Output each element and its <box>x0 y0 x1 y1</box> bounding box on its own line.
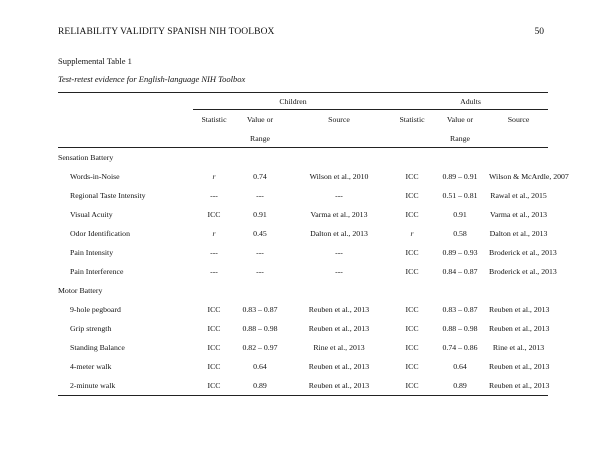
measure-name: Odor Identification <box>70 229 130 238</box>
children-source-cell: Rine et al., 2013 <box>313 343 365 352</box>
adults-value-cell: 0.89 <box>431 376 489 396</box>
children-value-cell: 0.89 <box>235 376 285 396</box>
children-source-cell: --- <box>335 248 343 257</box>
children-statistic-cell: --- <box>210 267 218 276</box>
adults-statistic-cell: ICC <box>405 324 419 333</box>
adults-value-header: Value or <box>446 115 474 124</box>
children-statistic-cell: r <box>212 172 216 181</box>
children-source-cell: Dalton et al., 2013 <box>310 229 368 238</box>
adults-source-cell: Reuben et al., 2013 <box>489 324 550 333</box>
children-source-cell: Reuben et al., 2013 <box>285 376 393 396</box>
adults-source-cell: Broderick et al., 2013 <box>489 248 557 257</box>
children-value-cell: 0.74 <box>253 172 267 181</box>
children-statistic-header: Statistic <box>201 115 227 124</box>
adults-value-cell: 0.88 – 0.98 <box>442 324 478 333</box>
children-value-header: Value or <box>246 115 274 124</box>
adults-statistic-cell: r <box>410 229 414 238</box>
table-body <box>58 93 569 396</box>
adults-statistic-cell: ICC <box>405 210 419 219</box>
adults-value-cell: 0.58 <box>453 229 467 238</box>
table-row <box>58 300 548 319</box>
children-statistic-cell: ICC <box>207 210 221 219</box>
adults-source-header: Source <box>507 115 530 124</box>
adults-value-cell: 0.91 <box>453 210 467 219</box>
adults-value-cell: 0.84 – 0.87 <box>442 267 478 276</box>
test-retest-table <box>58 92 569 396</box>
adults-value-cell: 0.51 – 0.81 <box>442 191 478 200</box>
column-header-row <box>58 110 548 130</box>
measure-name: Pain Intensity <box>70 248 114 257</box>
column-header-row-2 <box>58 129 548 148</box>
table-row <box>58 243 548 262</box>
table-row <box>58 224 548 243</box>
children-value-cell: --- <box>256 267 264 276</box>
page-number: 50 <box>534 27 544 37</box>
adults-statistic-cell: ICC <box>393 376 431 396</box>
table-title: Test-retest evidence for English-language NIH Toolbox <box>58 74 246 84</box>
measure-name: 4-meter walk <box>70 362 112 371</box>
measure-name: Grip strength <box>70 324 112 333</box>
adults-value-cell: 0.89 – 0.93 <box>442 248 478 257</box>
adults-statistic-header: Statistic <box>399 115 425 124</box>
section-row <box>58 148 548 168</box>
adults-statistic-cell: ICC <box>405 362 419 371</box>
children-statistic-cell: --- <box>210 191 218 200</box>
measure-name: 2-minute walk <box>58 376 193 396</box>
adults-statistic-cell: ICC <box>405 172 419 181</box>
children-value-cell: 0.88 – 0.98 <box>242 324 278 333</box>
children-source-cell: --- <box>335 267 343 276</box>
adults-source-cell: Reuben et al., 2013 <box>489 305 550 314</box>
adults-source-cell: Reuben et al., 2013 <box>489 376 548 396</box>
children-source-cell: Reuben et al., 2013 <box>308 362 370 371</box>
children-value-cell: --- <box>256 191 264 200</box>
children-statistic-cell: ICC <box>207 343 221 352</box>
table-row <box>58 205 548 224</box>
measure-name: Visual Acuity <box>70 210 113 219</box>
measure-name: Regional Taste Intensity <box>70 191 146 200</box>
adults-value-cell: 0.83 – 0.87 <box>442 305 478 314</box>
table-row <box>58 319 548 338</box>
section-row <box>58 281 548 300</box>
table-row <box>58 167 548 186</box>
adults-value-cell: 0.89 – 0.91 <box>442 172 478 181</box>
adults-source-cell: Broderick et al., 2013 <box>489 267 557 276</box>
adults-range-header: Range <box>431 129 489 148</box>
children-statistic-cell: --- <box>210 248 218 257</box>
children-statistic-cell: ICC <box>207 362 221 371</box>
children-value-cell: 0.82 – 0.97 <box>242 343 278 352</box>
children-statistic-cell: ICC <box>207 305 221 314</box>
children-value-cell: 0.64 <box>253 362 267 371</box>
children-statistic-cell: ICC <box>193 376 235 396</box>
children-source-cell: Reuben et al., 2013 <box>308 324 370 333</box>
children-value-cell: 0.91 <box>253 210 267 219</box>
adults-statistic-cell: ICC <box>405 305 419 314</box>
table-row <box>58 338 548 357</box>
measure-name: Words-in-Noise <box>70 172 120 181</box>
adults-source-cell: Dalton et al., 2013 <box>489 229 548 238</box>
children-value-cell: --- <box>256 248 264 257</box>
measure-name: Standing Balance <box>70 343 125 352</box>
measure-name: 9-hole pegboard <box>70 305 121 314</box>
adults-source-cell: Rawal et al., 2015 <box>490 191 547 200</box>
section-heading: Motor Battery <box>58 286 103 295</box>
children-statistic-cell: ICC <box>207 324 221 333</box>
children-value-cell: 0.45 <box>253 229 267 238</box>
adults-statistic-cell: ICC <box>405 191 419 200</box>
children-group-header: Children <box>193 93 393 110</box>
children-source-header: Source <box>328 115 350 124</box>
adults-statistic-cell: ICC <box>405 267 419 276</box>
adults-statistic-cell: ICC <box>405 343 419 352</box>
table-row <box>58 186 548 205</box>
running-head: RELIABILITY VALIDITY SPANISH NIH TOOLBOX <box>58 27 275 37</box>
adults-source-cell: Wilson & McArdle, 2007 <box>489 172 569 181</box>
children-range-header: Range <box>235 129 285 148</box>
children-source-cell: Varma et al., 2013 <box>310 210 368 219</box>
table-row <box>58 357 548 376</box>
adults-source-cell: Reuben et al., 2013 <box>489 362 550 371</box>
section-heading: Sensation Battery <box>58 153 114 162</box>
adults-source-cell: Rine et al., 2013 <box>492 343 545 352</box>
adults-statistic-cell: ICC <box>405 248 419 257</box>
adults-value-cell: 0.64 <box>453 362 467 371</box>
adults-value-cell: 0.74 – 0.86 <box>442 343 478 352</box>
children-source-cell: --- <box>335 191 343 200</box>
children-source-cell: Reuben et al., 2013 <box>308 305 370 314</box>
adults-group-header: Adults <box>393 93 548 110</box>
table-row <box>58 376 548 396</box>
group-header-row <box>58 93 548 110</box>
measure-name: Pain Interference <box>70 267 124 276</box>
children-value-cell: 0.83 – 0.87 <box>242 305 278 314</box>
table-label: Supplemental Table 1 <box>58 56 132 66</box>
children-source-cell: Wilson et al., 2010 <box>309 172 369 181</box>
table-row <box>58 262 548 281</box>
children-statistic-cell: r <box>212 229 216 238</box>
adults-source-cell: Varma et al., 2013 <box>490 210 547 219</box>
